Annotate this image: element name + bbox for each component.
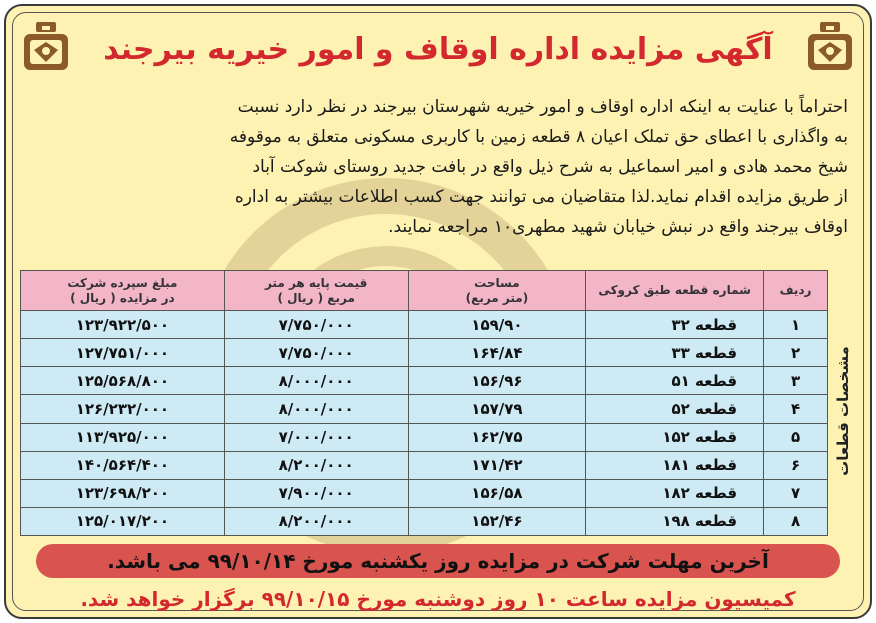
notice-title: آگهی مزایده اداره اوقاف و امور خیریه بیرجند (103, 32, 773, 67)
table-row (21, 339, 828, 367)
cell-row-number: ۸ (764, 507, 828, 535)
cell-area: ۱۶۲/۷۵ (408, 423, 586, 451)
cell-row-number: ۴ (764, 395, 828, 423)
cell-deposit: ۱۲۵/۰۱۷/۲۰۰ (21, 507, 225, 535)
body-line: احتراماً با عنایت به اینکه اداره اوقاف و امور خیریه شهرستان بیرجند در نظر دارد نسبت (237, 97, 848, 117)
cell-deposit: ۱۱۳/۹۲۵/۰۰۰ (21, 423, 225, 451)
cell-row-number: ۱ (764, 311, 828, 339)
table-row (21, 479, 828, 507)
table-row (21, 507, 828, 535)
cell-lot: قطعه ۵۱ (586, 367, 764, 395)
cell-price: ۸/۰۰۰/۰۰۰ (224, 395, 408, 423)
cell-lot: قطعه ۱۸۱ (586, 451, 764, 479)
table-row (21, 423, 828, 451)
header-base-price: قیمت پایه هر متر مربع ( ریال ) (224, 271, 408, 311)
cell-area: ۱۵۹/۹۰ (408, 311, 586, 339)
table-row (21, 311, 828, 339)
header-lot-number: شماره قطعه طبق کروکی (586, 271, 764, 311)
cell-price: ۷/۰۰۰/۰۰۰ (224, 423, 408, 451)
lots-table (20, 270, 828, 536)
cell-row-number: ۵ (764, 423, 828, 451)
body-line: شیخ محمد هادی و امیر اسماعیل به شرح ذیل واقع در بافت جدید روستای شوکت آباد (252, 157, 848, 177)
commission-note: کمیسیون مزایده ساعت ۱۰ روز دوشنبه مورخ ۹۹/۱۰/۱۵ برگزار خواهد شد. (80, 587, 796, 611)
cell-deposit: ۱۲۳/۹۲۲/۵۰۰ (21, 311, 225, 339)
side-label-text: مشخصات قطعات (834, 346, 852, 476)
cell-area: ۱۷۱/۴۲ (408, 451, 586, 479)
notice-frame (4, 4, 872, 619)
header-deposit: مبلغ سپرده شرکت در مزایده ( ریال ) (21, 271, 225, 311)
cell-price: ۷/۷۵۰/۰۰۰ (224, 339, 408, 367)
cell-lot: قطعه ۳۳ (586, 339, 764, 367)
table-row (21, 395, 828, 423)
cell-lot: قطعه ۱۹۸ (586, 507, 764, 535)
cell-lot: قطعه ۱۵۲ (586, 423, 764, 451)
table-row (21, 451, 828, 479)
cell-price: ۸/۲۰۰/۰۰۰ (224, 507, 408, 535)
cell-area: ۱۶۴/۸۴ (408, 339, 586, 367)
cell-row-number: ۷ (764, 479, 828, 507)
cell-deposit: ۱۴۰/۵۶۴/۴۰۰ (21, 451, 225, 479)
lots-table-wrapper (20, 270, 828, 536)
notice-body (26, 92, 848, 242)
table-header-row (21, 271, 828, 311)
cell-area: ۱۵۲/۴۶ (408, 507, 586, 535)
cell-row-number: ۶ (764, 451, 828, 479)
cell-row-number: ۲ (764, 339, 828, 367)
cell-deposit: ۱۲۳/۶۹۸/۲۰۰ (21, 479, 225, 507)
cell-area: ۱۵۷/۷۹ (408, 395, 586, 423)
table-row (21, 367, 828, 395)
body-line: از طریق مزایده اقدام نماید.لذا متقاضیان می توانند جهت کسب اطلاعات بیشتر به اداره (234, 187, 848, 207)
side-label (830, 326, 856, 496)
deadline-banner: آخرین مهلت شرکت در مزایده روز یکشنبه مورخ ۹۹/۱۰/۱۴ می باشد. (36, 544, 840, 578)
cell-price: ۸/۰۰۰/۰۰۰ (224, 367, 408, 395)
endowment-emblem-icon (800, 18, 860, 78)
cell-price: ۷/۷۵۰/۰۰۰ (224, 311, 408, 339)
header-row-number: ردیف (764, 271, 828, 311)
header-area: مساحت (متر مربع) (408, 271, 586, 311)
cell-deposit: ۱۲۵/۵۶۸/۸۰۰ (21, 367, 225, 395)
cell-price: ۸/۲۰۰/۰۰۰ (224, 451, 408, 479)
cell-deposit: ۱۲۷/۷۵۱/۰۰۰ (21, 339, 225, 367)
body-line: به واگذاری با اعطای حق تملک اعیان ۸ قطعه زمین با کاربری مسکونی متعلق به موقوفه (229, 127, 848, 147)
cell-row-number: ۳ (764, 367, 828, 395)
cell-price: ۷/۹۰۰/۰۰۰ (224, 479, 408, 507)
body-line: اوقاف بیرجند واقع در نبش خیابان شهید مطهری۱۰ مراجعه نمایند. (388, 217, 848, 237)
cell-area: ۱۵۶/۹۶ (408, 367, 586, 395)
cell-lot: قطعه ۵۲ (586, 395, 764, 423)
cell-lot: قطعه ۳۲ (586, 311, 764, 339)
endowment-emblem-icon (16, 18, 76, 78)
cell-area: ۱۵۶/۵۸ (408, 479, 586, 507)
cell-lot: قطعه ۱۸۲ (586, 479, 764, 507)
cell-deposit: ۱۲۶/۲۳۲/۰۰۰ (21, 395, 225, 423)
